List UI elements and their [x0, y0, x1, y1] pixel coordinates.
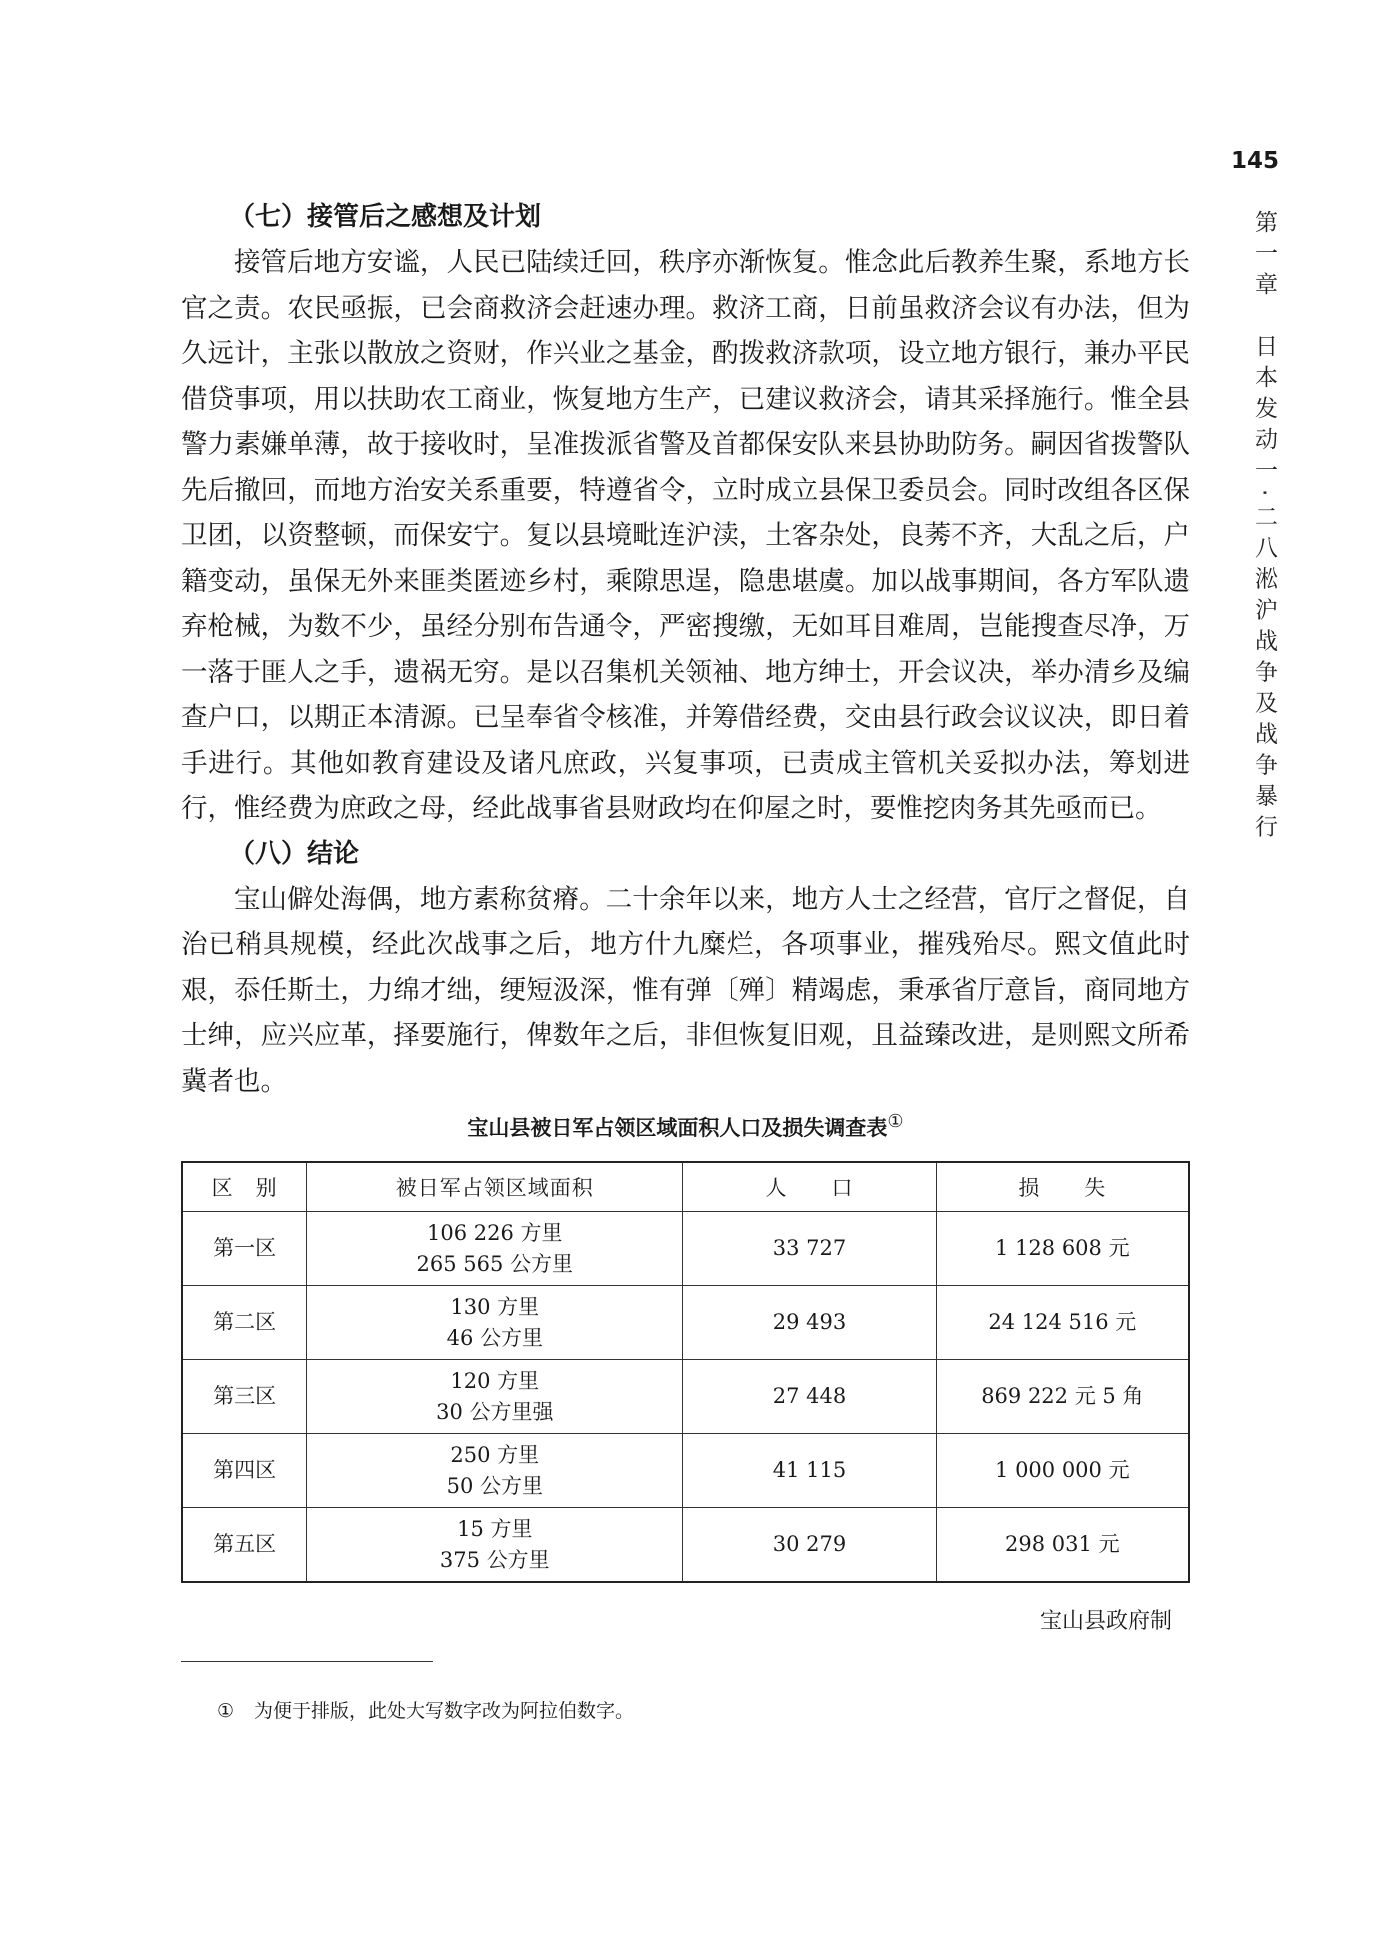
area-cell — [307, 1212, 683, 1286]
column-header-area: 被日军占领区域面积 — [307, 1162, 683, 1212]
area-li: 15 方里 — [457, 1516, 533, 1541]
table-row — [182, 1434, 1189, 1508]
loss-cell: 298 031 元 — [936, 1508, 1189, 1583]
area-li: 250 方里 — [450, 1442, 540, 1467]
district-cell: 第五区 — [182, 1508, 307, 1583]
area-gongli: 46 公方里 — [446, 1325, 543, 1350]
area-cell — [307, 1286, 683, 1360]
area-li: 120 方里 — [450, 1368, 540, 1393]
table-row — [182, 1286, 1189, 1360]
district-cell: 第一区 — [182, 1212, 307, 1286]
table-source-note: 宝山县政府制 — [1040, 1609, 1173, 1634]
footnote-divider — [181, 1661, 433, 1662]
table-caption-text: 宝山县被日军占领区域面积人口及损失调查表 — [467, 1116, 888, 1140]
footnote — [217, 1696, 634, 1723]
area-gongli: 375 公方里 — [439, 1547, 550, 1572]
section-7-heading: （七）接管后之感想及计划 — [229, 202, 542, 232]
population-cell: 41 115 — [683, 1434, 936, 1508]
section-8-heading: （八）结论 — [229, 838, 360, 869]
table-caption-note-mark: ① — [887, 1111, 904, 1132]
section-8-paragraph: 宝山僻处海偶，地方素称贫瘠。二十余年以来，地方人士之经营，官厅之督促，自治已稍具规模，经此次战事之后，地方什九糜烂，各项事业，摧残殆尽。熙文值此时艰，忝任斯土，力绵才绌，绠短汲深，惟有弹〔殚〕精竭虑，秉承省厅意旨，商同地方士绅，应兴应革，择要施行，俾数年之后，非但恢复旧观，且益臻改进，是则熙文所希冀者也。 — [181, 883, 1190, 1097]
area-gongli: 50 公方里 — [446, 1473, 543, 1498]
table-row — [182, 1508, 1189, 1583]
area-cell — [307, 1508, 683, 1583]
population-cell: 33 727 — [683, 1212, 936, 1286]
section-7-paragraph: 接管后地方安谧，人民已陆续迁回，秩序亦渐恢复。惟念此后教养生聚，系地方长官之责。农民亟振，已会商救济会赶速办理。救济工商，日前虽救济会议有办法，但为久远计，主张以散放之资财，作兴业之基金，酌拨救济款项，设立地方银行，兼办平民借贷事项，用以扶助农工商业，恢复地方生产，已建议救济会，请其采择施行。惟全县警力素嫌单薄，故于接收时，呈准拨派省警及首都保安队来县协助防务。嗣因省拨警队先后撤回，而地方治安关系重要，特遵省令，立时成立县保卫委员会。同时改组各区保卫团，以资整顿，而保安宁。复以县境毗连沪渎，土客杂处，良莠不齐，大乱之后，户籍变动，虽保无外来匪类匿迹乡村，乘隙思逞，隐患堪虞。加以战事期间，各方军队遗弃枪械，为数不少，虽经分别布告通令，严密搜缴，无如耳目难周，岂能搜查尽净，万一落于匪人之手，遗祸无穷。是以召集机关领袖、地方绅士，开会议决，举办清乡及编查户口，以期正本清源。已呈奉省令核准，并筹借经费，交由县行政会议议决，即日着手进行。其他如教育建设及诸凡庶政，兴复事项，已责成主管机关妥拟办法，筹划进行，惟经费为庶政之母，经此战事省县财政均在仰屋之时，要惟挖肉务其先亟而已。 — [181, 247, 1190, 824]
footnote-mark: ① — [217, 1700, 235, 1722]
table-header-row — [182, 1162, 1189, 1212]
running-head: 第一章 日本发动一·二八淞沪战争及战争暴行 — [1251, 210, 1277, 846]
loss-cell: 869 222 元 5 角 — [936, 1360, 1189, 1434]
area-cell — [307, 1434, 683, 1508]
column-header-loss: 损 失 — [936, 1162, 1189, 1212]
population-cell: 29 493 — [683, 1286, 936, 1360]
population-cell: 27 448 — [683, 1360, 936, 1434]
loss-cell: 1 128 608 元 — [936, 1212, 1189, 1286]
table-row — [182, 1212, 1189, 1286]
column-header-population: 人 口 — [683, 1162, 936, 1212]
district-cell: 第二区 — [182, 1286, 307, 1360]
area-gongli: 265 565 公方里 — [416, 1251, 574, 1276]
column-header-district: 区 别 — [182, 1162, 307, 1212]
page-number: 145 — [1231, 148, 1280, 174]
loss-cell: 24 124 516 元 — [936, 1286, 1189, 1360]
area-li: 130 方里 — [450, 1294, 540, 1319]
district-cell: 第四区 — [182, 1434, 307, 1508]
table-caption — [181, 1111, 1190, 1142]
footnote-text: 为便于排版，此处大写数字改为阿拉伯数字。 — [254, 1700, 635, 1722]
loss-survey-table — [181, 1161, 1190, 1583]
body-text — [181, 195, 1190, 1104]
loss-cell: 1 000 000 元 — [936, 1434, 1189, 1508]
area-gongli: 30 公方里强 — [436, 1399, 554, 1424]
table-row — [182, 1360, 1189, 1434]
area-li: 106 226 方里 — [427, 1220, 563, 1245]
district-cell: 第三区 — [182, 1360, 307, 1434]
area-cell — [307, 1360, 683, 1434]
population-cell: 30 279 — [683, 1508, 936, 1583]
